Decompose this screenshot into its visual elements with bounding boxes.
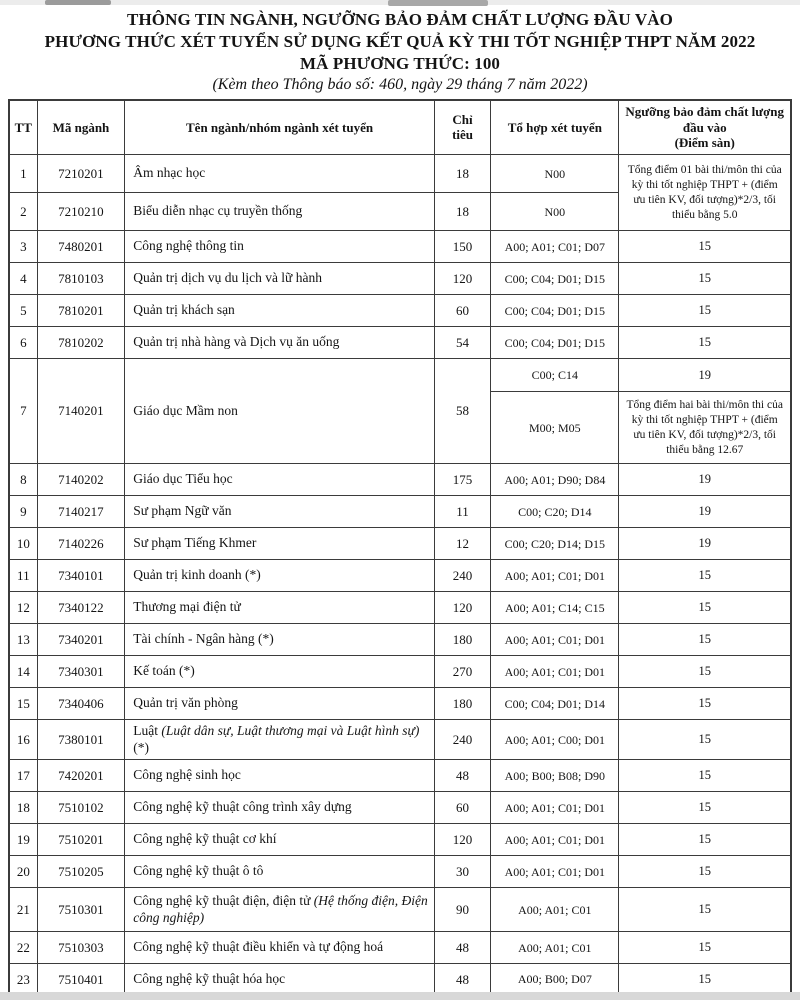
cell-chi-tieu: 18 [434,155,490,193]
title-line-2: PHƯƠNG THỨC XÉT TUYỂN SỬ DỤNG KẾT QUẢ KỲ THI TỐT NGHIỆP THPT NĂM 2022 [44,31,756,51]
cell-diem-san: 15 [619,888,791,932]
header-nguong [619,100,791,155]
cell-tt: 2 [9,193,37,231]
cell-diem-san: 15 [619,327,791,359]
nganh-name-italic: (Hệ thống điện, Điện công nghiệp) [133,892,428,925]
table-row [9,560,791,592]
scan-artifact-bottom-strip [0,992,800,1000]
cell-to-hop: A00; A01; C01; D01 [491,624,619,656]
cell-ten-nganh: Công nghệ kỹ thuật hóa học [125,964,435,996]
cell-chi-tieu: 11 [434,496,490,528]
scan-artifact-smudge [45,0,111,5]
cell-chi-tieu: 18 [434,193,490,231]
cell-ten-nganh [125,720,435,760]
table-row [9,231,791,263]
table-row [9,464,791,496]
cell-diem-san: 15 [619,760,791,792]
cell-chi-tieu: 180 [434,624,490,656]
table-row [9,932,791,964]
table-row [9,720,791,760]
cell-ma-nganh: 7340122 [37,592,125,624]
cell-tt: 17 [9,760,37,792]
table-header-row [9,100,791,155]
cell-tt: 21 [9,888,37,932]
cell-tt: 12 [9,592,37,624]
cell-diem-san: 19 [619,359,791,392]
cell-ten-nganh: Công nghệ kỹ thuật công trình xây dựng [125,792,435,824]
cell-tt: 7 [9,359,37,464]
cell-ten-nganh: Công nghệ thông tin [125,231,435,263]
table-row [9,327,791,359]
header-to-hop: Tổ hợp xét tuyển [491,100,619,155]
cell-diem-san: 15 [619,560,791,592]
cell-ma-nganh: 7420201 [37,760,125,792]
cell-tt: 5 [9,295,37,327]
cell-to-hop: C00; C04; D01; D15 [491,263,619,295]
cell-ma-nganh: 7340101 [37,560,125,592]
cell-tt: 18 [9,792,37,824]
cell-diem-san: 15 [619,964,791,996]
cell-ten-nganh: Sư phạm Tiếng Khmer [125,528,435,560]
table-row [9,528,791,560]
cell-ten-nganh: Quản trị nhà hàng và Dịch vụ ăn uống [125,327,435,359]
table-row [9,155,791,193]
cell-ma-nganh: 7140202 [37,464,125,496]
nganh-name-text: Công nghệ kỹ thuật điện, điện tử [133,892,314,908]
cell-diem-san-note: Tổng điểm 01 bài thi/môn thi của kỳ thi tốt nghiệp THPT + (điểm ưu tiên KV, đối tượng)*2/3, tối thiểu bằng 5.0 [619,155,791,231]
cell-chi-tieu: 180 [434,688,490,720]
table-row [9,295,791,327]
cell-ma-nganh: 7140226 [37,528,125,560]
cell-chi-tieu: 175 [434,464,490,496]
cell-ma-nganh: 7210210 [37,193,125,231]
cell-ma-nganh: 7510301 [37,888,125,932]
cell-ma-nganh: 7380101 [37,720,125,760]
cell-to-hop: A00; A01; C01; D01 [491,824,619,856]
cell-to-hop: A00; A01; C01; D01 [491,856,619,888]
table-row [9,792,791,824]
table-row [9,824,791,856]
cell-chi-tieu: 240 [434,720,490,760]
cell-ma-nganh: 7510201 [37,824,125,856]
title-subtitle: (Kèm theo Thông báo số: 460, ngày 29 tháng 7 năm 2022) [212,76,588,94]
table-row [9,656,791,688]
cell-chi-tieu: 60 [434,295,490,327]
cell-to-hop: C00; C20; D14 [491,496,619,528]
cell-chi-tieu: 120 [434,824,490,856]
cell-ten-nganh: Âm nhạc học [125,155,435,193]
table-row [9,888,791,932]
cell-tt: 9 [9,496,37,528]
cell-tt: 4 [9,263,37,295]
scan-artifact-smudge [388,0,488,6]
nganh-name-suffix: (*) [133,739,149,755]
cell-chi-tieu: 120 [434,263,490,295]
cell-ten-nganh: Sư phạm Ngữ văn [125,496,435,528]
cell-ten-nganh: Tài chính - Ngân hàng (*) [125,624,435,656]
cell-tt: 16 [9,720,37,760]
cell-tt: 10 [9,528,37,560]
cell-tt: 15 [9,688,37,720]
cell-ten-nganh: Giáo dục Tiểu học [125,464,435,496]
cell-ma-nganh: 7340201 [37,624,125,656]
cell-diem-san: 15 [619,656,791,688]
cell-diem-san: 15 [619,592,791,624]
cell-ten-nganh: Công nghệ kỹ thuật ô tô [125,856,435,888]
cell-chi-tieu: 58 [434,359,490,464]
cell-diem-san: 19 [619,464,791,496]
cell-ten-nganh: Công nghệ sinh học [125,760,435,792]
cell-ten-nganh: Quản trị văn phòng [125,688,435,720]
cell-ma-nganh: 7810103 [37,263,125,295]
cell-ten-nganh: Công nghệ kỹ thuật cơ khí [125,824,435,856]
cell-ma-nganh: 7480201 [37,231,125,263]
header-chi-tieu-text: Chỉ tiêu [452,111,474,143]
cell-tt: 3 [9,231,37,263]
cell-ten-nganh: Quản trị khách sạn [125,295,435,327]
cell-ma-nganh: 7340406 [37,688,125,720]
cell-chi-tieu: 60 [434,792,490,824]
cell-to-hop: N00 [491,155,619,193]
cell-to-hop: A00; A01; C01 [491,888,619,932]
document-header [0,0,800,96]
cell-to-hop: C00; C14 [491,359,619,392]
cell-ma-nganh: 7510205 [37,856,125,888]
cell-diem-san: 15 [619,263,791,295]
table-row [9,263,791,295]
header-chi-tieu [434,100,490,155]
table-row [9,592,791,624]
cell-to-hop: A00; A01; C14; C15 [491,592,619,624]
title-line-1: THÔNG TIN NGÀNH, NGƯỠNG BẢO ĐẢM CHẤT LƯỢNG ĐẦU VÀO [127,10,673,29]
cell-to-hop: C00; C04; D01; D14 [491,688,619,720]
cell-diem-san: 15 [619,688,791,720]
cell-tt: 22 [9,932,37,964]
table-row [9,496,791,528]
cell-to-hop: A00; A01; D90; D84 [491,464,619,496]
cell-tt: 1 [9,155,37,193]
cell-tt: 8 [9,464,37,496]
cell-chi-tieu: 240 [434,560,490,592]
cell-to-hop: N00 [491,193,619,231]
cell-diem-san: 15 [619,295,791,327]
cell-diem-san: 15 [619,231,791,263]
cell-ma-nganh: 7340301 [37,656,125,688]
nganh-name-text: Luật [133,722,162,738]
cell-tt: 11 [9,560,37,592]
cell-ma-nganh: 7140201 [37,359,125,464]
header-tt: TT [9,100,37,155]
cell-ma-nganh: 7140217 [37,496,125,528]
cell-chi-tieu: 90 [434,888,490,932]
cell-ma-nganh: 7210201 [37,155,125,193]
cell-tt: 20 [9,856,37,888]
cell-ten-nganh: Công nghệ kỹ thuật điều khiển và tự động hoá [125,932,435,964]
cell-chi-tieu: 48 [434,932,490,964]
cell-chi-tieu: 30 [434,856,490,888]
cell-to-hop: C00; C20; D14; D15 [491,528,619,560]
cell-ten-nganh [125,888,435,932]
cell-ten-nganh: Biểu diễn nhạc cụ truyền thống [125,193,435,231]
cell-to-hop: A00; A01; C01; D01 [491,792,619,824]
cell-chi-tieu: 48 [434,760,490,792]
header-ma-nganh: Mã ngành [37,100,125,155]
table-row [9,856,791,888]
cell-tt: 6 [9,327,37,359]
table-row [9,624,791,656]
cell-ten-nganh: Giáo dục Mầm non [125,359,435,464]
admissions-table [8,99,792,997]
cell-ma-nganh: 7810201 [37,295,125,327]
cell-to-hop: A00; A01; C00; D01 [491,720,619,760]
cell-ma-nganh: 7510303 [37,932,125,964]
cell-diem-san: 15 [619,856,791,888]
title-line-3: MÃ PHƯƠNG THỨC: 100 [299,53,501,73]
cell-to-hop: C00; C04; D01; D15 [491,327,619,359]
table-row [9,760,791,792]
cell-diem-san: 15 [619,932,791,964]
table-row [9,359,791,392]
cell-diem-san: 19 [619,496,791,528]
cell-diem-san: 15 [619,824,791,856]
table-row [9,964,791,996]
cell-to-hop: A00; A01; C01; D01 [491,656,619,688]
cell-chi-tieu: 12 [434,528,490,560]
cell-tt: 13 [9,624,37,656]
cell-diem-san: 19 [619,528,791,560]
cell-to-hop: A00; A01; C01 [491,932,619,964]
header-diem-san-text: (Điểm sàn) [674,135,735,151]
cell-to-hop: C00; C04; D01; D15 [491,295,619,327]
cell-ten-nganh: Quản trị kinh doanh (*) [125,560,435,592]
nganh-name-italic: (Luật dân sự, Luật thương mại và Luật hình sự) [161,722,420,738]
cell-to-hop: M00; M05 [491,392,619,464]
cell-tt: 23 [9,964,37,996]
cell-ma-nganh: 7810202 [37,327,125,359]
cell-diem-san: 15 [619,624,791,656]
table-row [9,688,791,720]
cell-ten-nganh: Quản trị dịch vụ du lịch và lữ hành [125,263,435,295]
cell-tt: 19 [9,824,37,856]
cell-chi-tieu: 270 [434,656,490,688]
cell-chi-tieu: 48 [434,964,490,996]
header-ten-nganh: Tên ngành/nhóm ngành xét tuyển [125,100,435,155]
cell-chi-tieu: 54 [434,327,490,359]
cell-ma-nganh: 7510102 [37,792,125,824]
cell-diem-san-note: Tổng điểm hai bài thi/môn thi của kỳ thi tốt nghiệp THPT + (điểm ưu tiên KV, đối tượng)*2/3, tối thiểu bằng 12.67 [619,392,791,464]
cell-tt: 14 [9,656,37,688]
cell-to-hop: A00; B00; D07 [491,964,619,996]
cell-to-hop: A00; A01; C01; D01 [491,560,619,592]
cell-to-hop: A00; B00; B08; D90 [491,760,619,792]
cell-diem-san: 15 [619,720,791,760]
cell-chi-tieu: 120 [434,592,490,624]
cell-ten-nganh: Thương mại điện tử [125,592,435,624]
cell-to-hop: A00; A01; C01; D07 [491,231,619,263]
cell-ten-nganh: Kế toán (*) [125,656,435,688]
cell-diem-san: 15 [619,792,791,824]
cell-chi-tieu: 150 [434,231,490,263]
cell-ma-nganh: 7510401 [37,964,125,996]
header-nguong-text: Ngưỡng bảo đảm chất lượng đầu vào [625,104,784,135]
